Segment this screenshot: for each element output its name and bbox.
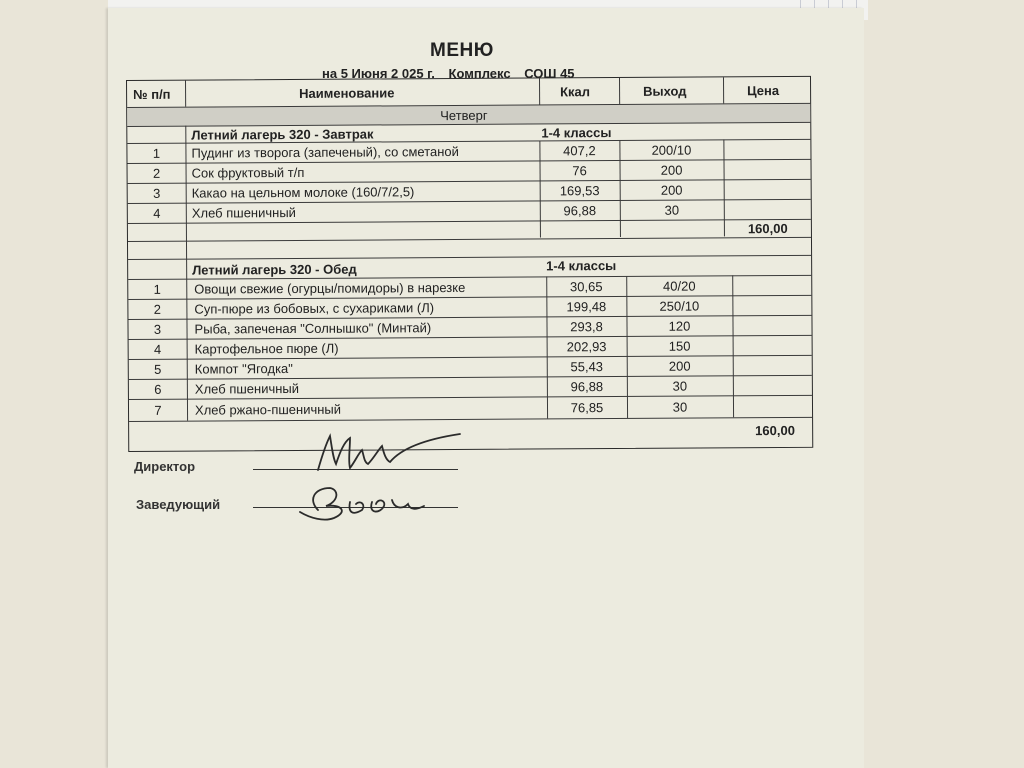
- col-header-kcal: Ккал: [560, 84, 591, 100]
- row-number: 5: [154, 361, 162, 377]
- dish-yield: 30: [672, 378, 688, 394]
- dish-yield: 30: [664, 202, 680, 218]
- dish-yield: 200: [660, 182, 683, 198]
- dish-yield: 200: [660, 162, 683, 178]
- col-line: [539, 78, 540, 104]
- row-number: 1: [152, 145, 161, 161]
- section-grade: 1-4 классы: [546, 258, 617, 274]
- dish-name: Овощи свежие (огурцы/помидоры) в нарезке: [194, 279, 466, 297]
- dish-kcal: 293,8: [570, 319, 603, 335]
- dish-name: Хлеб пшеничный: [191, 204, 296, 221]
- dish-kcal: 55,43: [570, 359, 604, 375]
- dish-yield: 30: [672, 399, 688, 415]
- col-line: [619, 78, 620, 104]
- day-name: Четверг: [440, 107, 488, 124]
- section-title: Летний лагерь 320 - Завтрак: [191, 126, 374, 143]
- row-number: 4: [153, 205, 161, 221]
- col-line: [185, 81, 186, 107]
- col-header-yield: Выход: [643, 83, 687, 99]
- row-number: 3: [153, 185, 161, 201]
- dish-kcal: 30,65: [569, 279, 603, 295]
- page-title: МЕНЮ: [430, 40, 494, 61]
- dish-yield: 200/10: [651, 142, 692, 158]
- col-header-name: Наименование: [299, 85, 395, 101]
- dish-kcal: 76: [572, 163, 587, 179]
- dish-name: Картофельное пюре (Л): [194, 340, 339, 357]
- row-line: [129, 417, 812, 422]
- head-signature: [290, 480, 460, 525]
- menu-date: на 5 Июня 2 025 г.: [322, 66, 435, 81]
- school-name: СОШ 45: [524, 66, 575, 81]
- dish-yield: 150: [668, 338, 691, 354]
- row-number: 4: [153, 341, 162, 357]
- row-line: [128, 237, 811, 242]
- row-number: 2: [152, 165, 161, 181]
- section-grade: 1-4 классы: [541, 125, 612, 141]
- section-total: 160,00: [755, 422, 795, 439]
- dish-kcal: 76,85: [570, 400, 604, 416]
- row-line: [128, 255, 811, 260]
- section-title: Летний лагерь 320 - Обед: [192, 261, 357, 278]
- dish-name: Хлеб пшеничный: [194, 380, 300, 397]
- dish-kcal: 169,53: [559, 183, 600, 199]
- col-line: [723, 77, 724, 103]
- dish-name: Суп-пюре из бобовых, с сухариками (Л): [194, 300, 435, 317]
- row-number: 6: [154, 381, 162, 397]
- dish-kcal: 199,48: [566, 299, 607, 315]
- dish-name: Сок фруктовый т/п: [191, 164, 305, 181]
- col-header-price: Цена: [747, 83, 780, 99]
- director-label: Директор: [134, 459, 196, 474]
- dish-name: Рыба, запеченая "Солнышко" (Минтай): [194, 320, 432, 337]
- dish-yield: 200: [668, 358, 691, 374]
- dish-kcal: 96,88: [570, 379, 604, 395]
- row-number: 1: [153, 281, 161, 297]
- complex-label: Комплекс: [448, 66, 511, 81]
- dish-kcal: 202,93: [566, 339, 607, 355]
- dish-yield: 120: [668, 318, 691, 334]
- dish-name: Компот "Ягодка": [194, 360, 293, 377]
- row-number: 7: [154, 402, 162, 418]
- director-signature: [300, 426, 470, 476]
- head-label: Заведующий: [136, 497, 221, 512]
- dish-name: Хлеб ржано-пшеничный: [194, 401, 342, 418]
- dish-kcal: 96,88: [563, 203, 597, 219]
- row-number: 3: [153, 321, 162, 337]
- dish-name: Какао на цельном молоке (160/7/2,5): [191, 184, 415, 201]
- col-header-number: № п/п: [133, 86, 171, 102]
- menu-table: [126, 76, 813, 452]
- section-total: 160,00: [747, 220, 788, 237]
- dish-kcal: 407,2: [563, 143, 596, 159]
- dish-yield: 250/10: [659, 298, 700, 314]
- dish-name: Пудинг из творога (запеченый), со сметаной: [191, 143, 459, 161]
- row-number: 2: [153, 301, 162, 317]
- dish-yield: 40/20: [662, 278, 696, 294]
